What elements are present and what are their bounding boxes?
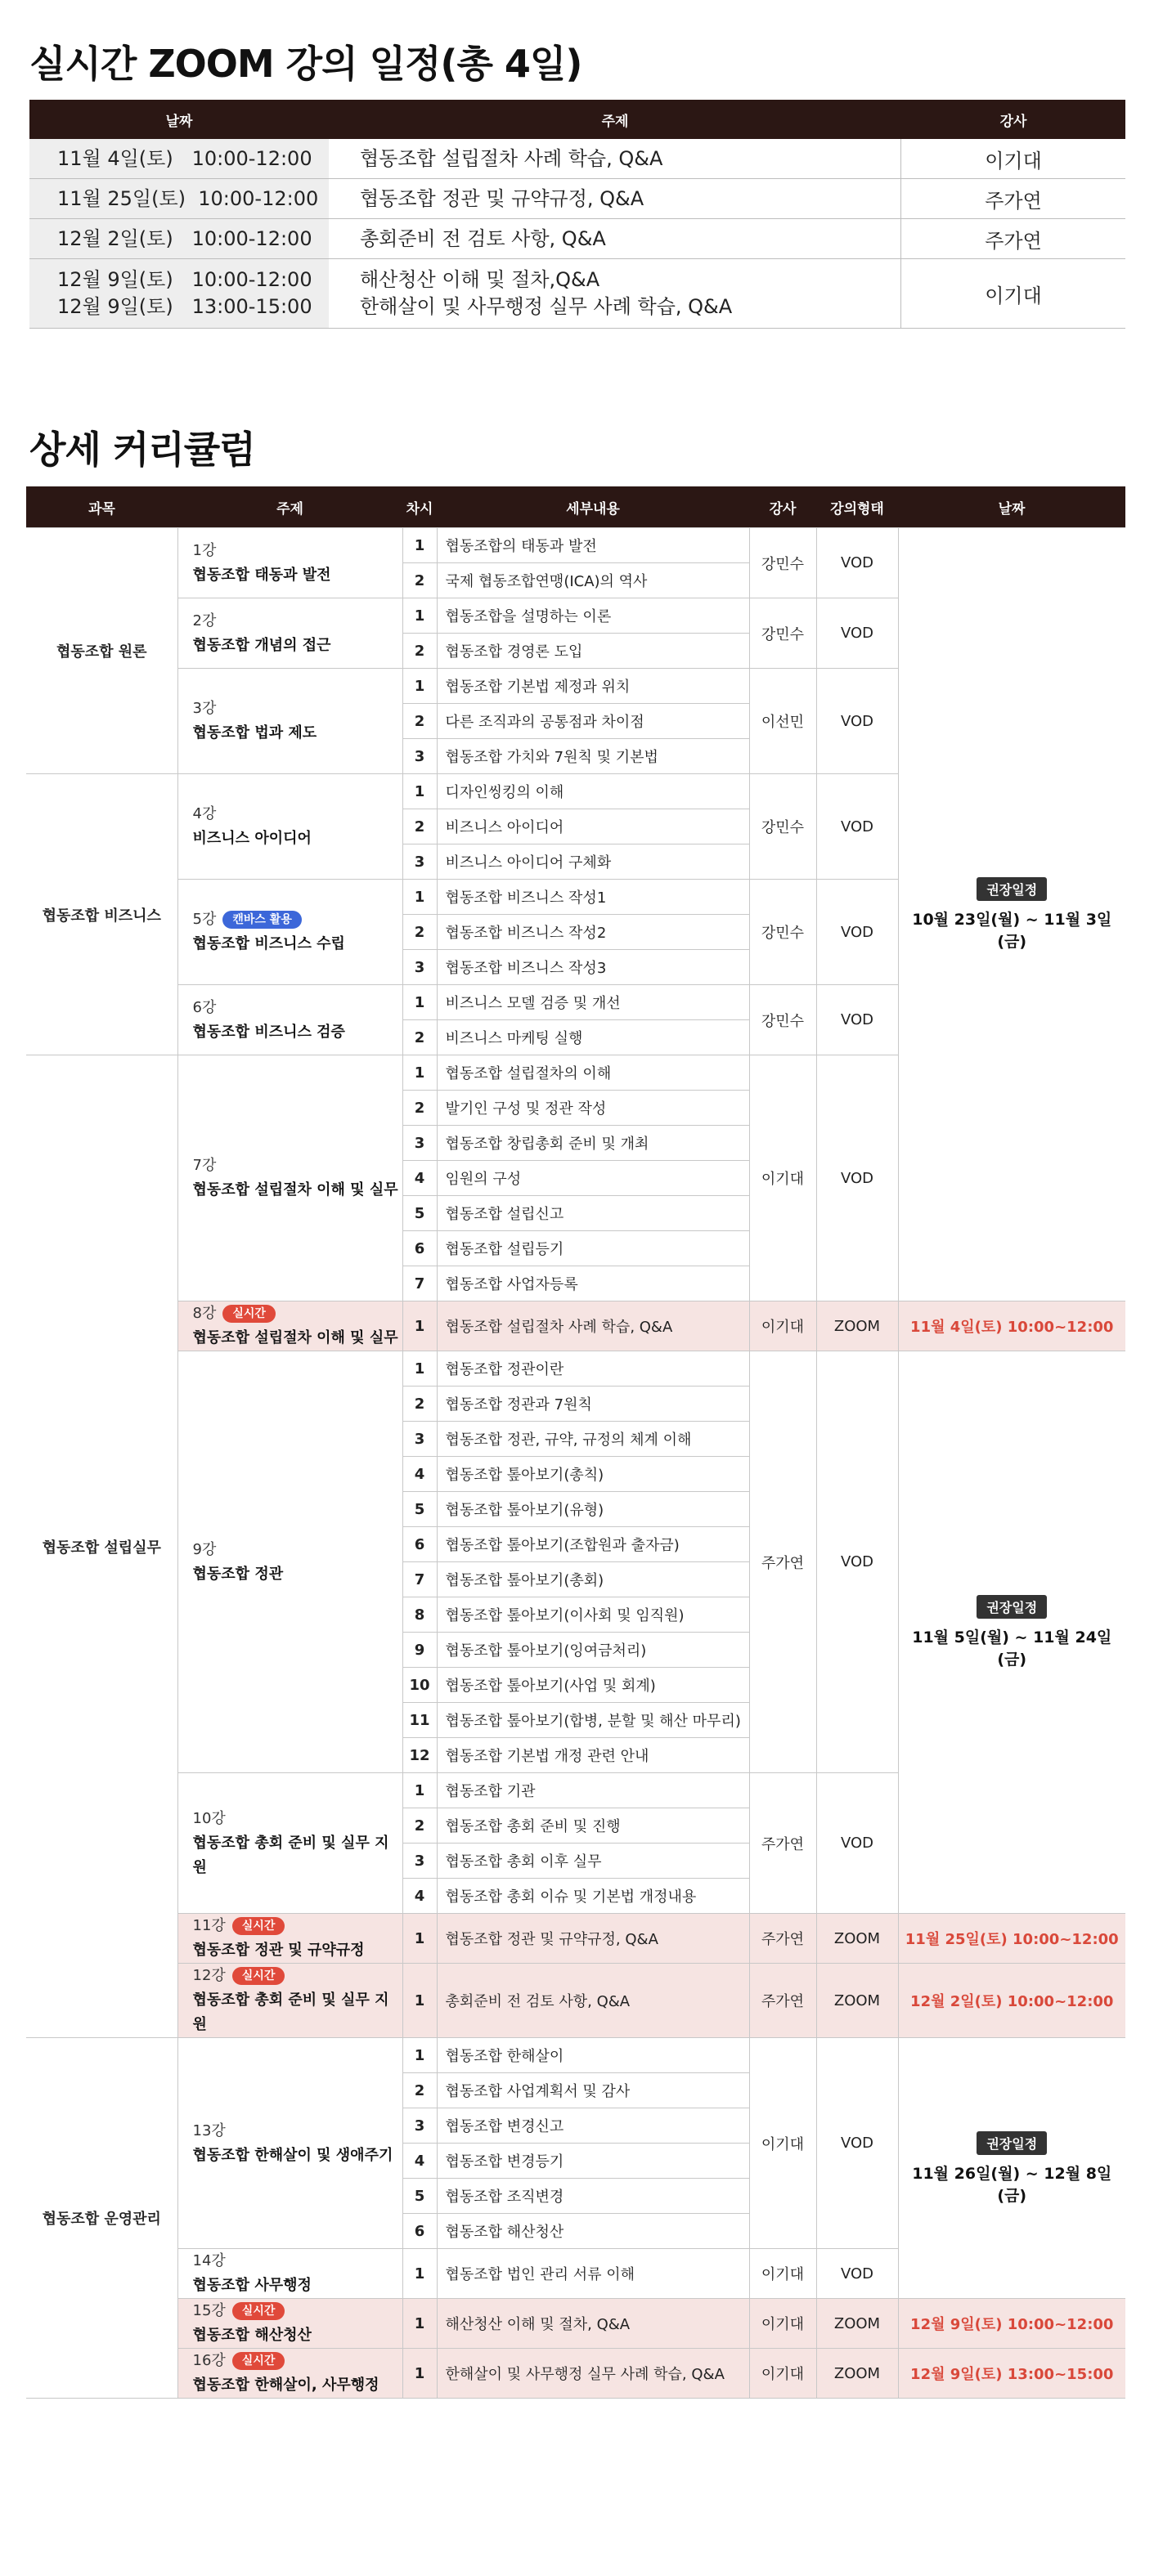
detail-content: 협동조합 변경신고 [437, 2108, 749, 2144]
lecture-type: ZOOM [816, 2349, 898, 2399]
detail-content: 협동조합 한해살이 [437, 2038, 749, 2073]
detail-content: 협동조합 창립총회 준비 및 개최 [437, 1126, 749, 1161]
zoom-schedule-table [29, 100, 1125, 329]
session-number: 4 [402, 2144, 437, 2179]
schedule-topic-line: 해산청산 이해 및 절차,Q&A [360, 268, 600, 291]
lecture-topic [177, 1351, 402, 1773]
lecture-topic [177, 2349, 402, 2399]
lecture-title: 협동조합 설립절차 이해 및 실무 [192, 1329, 398, 1346]
detail-content: 협동조합을 설명하는 이론 [437, 598, 749, 634]
lecture-instructor: 강민수 [749, 598, 816, 669]
lecture-instructor: 이기대 [749, 2038, 816, 2249]
curriculum-row [26, 2349, 1125, 2399]
session-number: 3 [402, 1844, 437, 1879]
lecture-instructor: 이선민 [749, 669, 816, 774]
lecture-type: VOD [816, 985, 898, 1055]
detail-content: 한해살이 및 사무행정 실무 사례 학습, Q&A [437, 2349, 749, 2399]
subject-cell: 협동조합 운영관리 [26, 2038, 177, 2399]
lecture-title: 비즈니스 아이디어 [192, 830, 312, 847]
detail-content: 협동조합 해산청산 [437, 2214, 749, 2249]
lecture-title: 협동조합 설립절차 이해 및 실무 [192, 1181, 398, 1198]
lecture-number: 2강 [192, 612, 217, 629]
detail-content: 협동조합 설립절차의 이해 [437, 1055, 749, 1091]
detail-content: 디자인씽킹의 이해 [437, 774, 749, 809]
detail-content: 임원의 구성 [437, 1161, 749, 1196]
schedule-row [29, 139, 1125, 179]
detail-content: 협동조합 톺아보기(이사회 및 임직원) [437, 1597, 749, 1633]
recommend-badge: 권장일정 [977, 1595, 1047, 1619]
schedule-topic-line: 협동조합 정관 및 규약규정, Q&A [360, 186, 644, 210]
schedule-topic-line: 한해살이 및 사무행정 실무 사례 학습, Q&A [360, 295, 733, 318]
detail-content: 협동조합 톺아보기(총칙) [437, 1457, 749, 1492]
detail-content: 발기인 구성 및 정관 작성 [437, 1091, 749, 1126]
detail-content: 협동조합 조직변경 [437, 2179, 749, 2214]
session-number: 1 [402, 2249, 437, 2299]
lecture-number: 3강 [192, 700, 217, 717]
session-number: 5 [402, 2179, 437, 2214]
detail-content: 협동조합 설립절차 사례 학습, Q&A [437, 1301, 749, 1351]
detail-content: 협동조합 총회 준비 및 진행 [437, 1808, 749, 1844]
curriculum-row [26, 1351, 1125, 1387]
schedule-date [29, 179, 329, 218]
session-number: 2 [402, 1020, 437, 1055]
header-subject: 과목 [26, 486, 177, 528]
header-type: 강의형태 [816, 486, 898, 528]
lecture-type: VOD [816, 1773, 898, 1914]
lecture-number: 12강 [192, 1967, 226, 1984]
recommend-period [899, 1595, 1126, 1669]
live-date-cell [898, 2349, 1125, 2399]
detail-content: 해산청산 이해 및 절차, Q&A [437, 2299, 749, 2349]
session-number: 6 [402, 1231, 437, 1266]
schedule-date-line: 11월 25일(토) 10:00-12:00 [57, 186, 319, 210]
curriculum-title: 상세 커리큘럼 [29, 428, 255, 472]
schedule-date [29, 139, 329, 178]
header-instructor: 강사 [749, 486, 816, 528]
detail-content: 협동조합 톺아보기(총회) [437, 1562, 749, 1597]
lecture-instructor: 강민수 [749, 985, 816, 1055]
detail-content: 협동조합 정관이란 [437, 1351, 749, 1387]
lecture-instructor: 이기대 [749, 2249, 816, 2299]
detail-content: 협동조합 설립등기 [437, 1231, 749, 1266]
live-date: 11월 25일(토) 10:00~12:00 [905, 1931, 1119, 1948]
detail-content: 협동조합 비즈니스 작성1 [437, 880, 749, 915]
session-number: 2 [402, 915, 437, 950]
session-number: 5 [402, 1492, 437, 1527]
detail-content: 협동조합 톺아보기(사업 및 회계) [437, 1668, 749, 1703]
live-badge: 실시간 [232, 1917, 285, 1935]
lecture-topic [177, 1914, 402, 1964]
lecture-number: 5강 [192, 911, 217, 928]
lecture-type: ZOOM [816, 1914, 898, 1964]
lecture-number: 11강 [192, 1917, 226, 1934]
detail-content: 다른 조직과의 공통점과 차이점 [437, 704, 749, 739]
lecture-topic [177, 1964, 402, 2038]
lecture-instructor: 이기대 [749, 2349, 816, 2399]
schedule-instructor: 주가연 [985, 189, 1042, 213]
session-number: 4 [402, 1161, 437, 1196]
session-number: 2 [402, 1091, 437, 1126]
lecture-title: 협동조합 정관 [192, 1565, 284, 1583]
session-number: 1 [402, 1773, 437, 1808]
session-number: 3 [402, 1422, 437, 1457]
lecture-topic [177, 880, 402, 985]
detail-content: 협동조합 톺아보기(조합원과 출자금) [437, 1527, 749, 1562]
lecture-topic [177, 2249, 402, 2299]
session-number: 7 [402, 1562, 437, 1597]
lecture-instructor: 주가연 [749, 1773, 816, 1914]
lecture-title: 협동조합 개념의 접근 [192, 636, 331, 654]
session-number: 1 [402, 528, 437, 563]
live-badge: 실시간 [232, 2302, 285, 2320]
curriculum-row [26, 2299, 1125, 2349]
session-number: 5 [402, 1196, 437, 1231]
schedule-date-line: 12월 9일(토) 10:00-12:00 [57, 268, 312, 291]
schedule-instructor: 주가연 [985, 229, 1042, 253]
live-date: 12월 2일(토) 10:00~12:00 [910, 1993, 1114, 2010]
live-date-cell [898, 1914, 1125, 1964]
lecture-number: 4강 [192, 805, 217, 822]
lecture-title: 협동조합 총회 준비 및 실무 지원 [192, 1834, 389, 1876]
session-number: 1 [402, 2299, 437, 2349]
schedule-instructor: 이기대 [985, 149, 1042, 172]
lecture-topic [177, 1055, 402, 1301]
session-number: 3 [402, 2108, 437, 2144]
session-number: 8 [402, 1597, 437, 1633]
curriculum-row [26, 528, 1125, 563]
session-number: 7 [402, 1266, 437, 1301]
canva-badge: 캔바스 활용 [222, 911, 302, 929]
lecture-type: VOD [816, 774, 898, 880]
lecture-type: VOD [816, 1055, 898, 1301]
detail-content: 비즈니스 아이디어 구체화 [437, 844, 749, 880]
lecture-instructor: 주가연 [749, 1914, 816, 1964]
schedule-date-line: 11월 4일(토) 10:00-12:00 [57, 146, 312, 170]
session-number: 4 [402, 1457, 437, 1492]
detail-content: 협동조합 총회 이슈 및 기본법 개정내용 [437, 1879, 749, 1914]
lecture-instructor: 강민수 [749, 528, 816, 598]
lecture-topic [177, 985, 402, 1055]
session-number: 1 [402, 1301, 437, 1351]
schedule-date [29, 259, 329, 328]
recommend-dates: 10월 23일(월) ~ 11월 3일(금) [912, 911, 1112, 951]
detail-content: 협동조합 설립신고 [437, 1196, 749, 1231]
lecture-number: 13강 [192, 2121, 226, 2139]
detail-content: 협동조합 기본법 제정과 위치 [437, 669, 749, 704]
schedule-topic [329, 219, 901, 258]
lecture-number: 9강 [192, 1540, 217, 1558]
detail-content: 협동조합 정관과 7원칙 [437, 1387, 749, 1422]
lecture-topic [177, 1773, 402, 1914]
live-date: 12월 9일(토) 10:00~12:00 [910, 2316, 1114, 2333]
detail-content: 협동조합 법인 관리 서류 이해 [437, 2249, 749, 2299]
session-number: 1 [402, 669, 437, 704]
session-number: 3 [402, 950, 437, 985]
schedule-topic [329, 139, 901, 178]
session-number: 6 [402, 2214, 437, 2249]
curriculum-row [26, 1914, 1125, 1964]
lecture-title: 협동조합 총회 준비 및 실무 지원 [192, 1991, 389, 2033]
subject-cell: 협동조합 원론 [26, 528, 177, 774]
detail-content: 협동조합 기본법 개정 관련 안내 [437, 1738, 749, 1773]
lecture-topic [177, 2038, 402, 2249]
session-number: 1 [402, 1351, 437, 1387]
lecture-number: 1강 [192, 541, 217, 559]
lecture-number: 14강 [192, 2252, 226, 2269]
detail-content: 협동조합 비즈니스 작성3 [437, 950, 749, 985]
session-number: 1 [402, 598, 437, 634]
lecture-type: VOD [816, 1351, 898, 1773]
recommend-badge: 권장일정 [977, 877, 1047, 901]
session-number: 2 [402, 2073, 437, 2108]
session-number: 11 [402, 1703, 437, 1738]
session-number: 3 [402, 844, 437, 880]
lecture-title: 협동조합 태동과 발전 [192, 566, 331, 584]
lecture-topic [177, 1301, 402, 1351]
session-number: 1 [402, 1055, 437, 1091]
schedule-date-line: 12월 2일(토) 10:00-12:00 [57, 226, 312, 250]
lecture-type: VOD [816, 2038, 898, 2249]
schedule-date-line: 12월 9일(토) 13:00-15:00 [57, 295, 312, 318]
schedule-row [29, 219, 1125, 259]
lecture-title: 협동조합 법과 제도 [192, 724, 317, 741]
subject-cell: 협동조합 비즈니스 [26, 774, 177, 1055]
recommend-dates: 11월 26일(월) ~ 12월 8일(금) [912, 2164, 1112, 2205]
session-number: 2 [402, 1808, 437, 1844]
lecture-topic [177, 669, 402, 774]
curriculum-header-row [26, 486, 1125, 528]
lecture-number: 15강 [192, 2302, 226, 2319]
session-number: 2 [402, 634, 437, 669]
lecture-instructor: 강민수 [749, 774, 816, 880]
recommend-dates: 11월 5일(월) ~ 11월 24일(금) [912, 1628, 1112, 1669]
detail-content: 총회준비 전 검토 사항, Q&A [437, 1964, 749, 2038]
session-number: 10 [402, 1668, 437, 1703]
session-number: 1 [402, 2349, 437, 2399]
session-number: 2 [402, 563, 437, 598]
lecture-type: ZOOM [816, 1301, 898, 1351]
curriculum-row [26, 1964, 1125, 2038]
recommend-period [899, 2131, 1126, 2206]
schedule-title: 실시간 ZOOM 강의 일정(총 4일) [29, 42, 582, 86]
live-date: 12월 9일(토) 13:00~15:00 [910, 2366, 1114, 2383]
header-topic: 주제 [601, 113, 629, 130]
lecture-title: 협동조합 사무행정 [192, 2277, 312, 2294]
curriculum-row [26, 2038, 1125, 2073]
lecture-title: 협동조합 비즈니스 수립 [192, 935, 345, 952]
lecture-type: VOD [816, 2249, 898, 2299]
detail-content: 협동조합 정관, 규약, 규정의 체계 이해 [437, 1422, 749, 1457]
session-number: 2 [402, 1387, 437, 1422]
schedule-instructor: 이기대 [985, 284, 1042, 307]
lecture-title: 협동조합 해산청산 [192, 2327, 312, 2344]
schedule-topic [329, 259, 901, 328]
lecture-title: 협동조합 정관 및 규약규정 [192, 1942, 365, 1959]
lecture-number: 10강 [192, 1809, 226, 1827]
lecture-number: 16강 [192, 2352, 226, 2369]
detail-content: 협동조합 톺아보기(유형) [437, 1492, 749, 1527]
lecture-title: 협동조합 한해살이, 사무행정 [192, 2377, 379, 2394]
live-badge: 실시간 [222, 1305, 276, 1323]
session-number: 4 [402, 1879, 437, 1914]
header-session: 차시 [402, 486, 437, 528]
lecture-type: VOD [816, 880, 898, 985]
schedule-row [29, 179, 1125, 219]
session-number: 3 [402, 739, 437, 774]
lecture-type: ZOOM [816, 1964, 898, 2038]
lecture-type: VOD [816, 669, 898, 774]
lecture-topic [177, 2299, 402, 2349]
detail-content: 비즈니스 모델 검증 및 개선 [437, 985, 749, 1020]
schedule-header-row [29, 100, 1125, 139]
session-number: 2 [402, 704, 437, 739]
session-number: 1 [402, 774, 437, 809]
lecture-topic [177, 598, 402, 669]
recommend-badge: 권장일정 [977, 2131, 1047, 2155]
lecture-instructor: 이기대 [749, 2299, 816, 2349]
lecture-title: 협동조합 비즈니스 검증 [192, 1023, 345, 1041]
lecture-instructor: 이기대 [749, 1301, 816, 1351]
lecture-type: VOD [816, 598, 898, 669]
schedule-date [29, 219, 329, 258]
detail-content: 협동조합 경영론 도입 [437, 634, 749, 669]
live-date-cell [898, 2299, 1125, 2349]
lecture-type: VOD [816, 528, 898, 598]
session-number: 12 [402, 1738, 437, 1773]
session-number: 1 [402, 2038, 437, 2073]
detail-content: 협동조합의 태동과 발전 [437, 528, 749, 563]
curriculum-table [26, 486, 1125, 2399]
live-date-cell [898, 1964, 1125, 2038]
header-detail: 세부내용 [437, 486, 749, 528]
header-date: 날짜 [898, 486, 1125, 528]
detail-content: 협동조합 사업계획서 및 감사 [437, 2073, 749, 2108]
recommend-period-cell [898, 528, 1125, 1301]
schedule-row [29, 259, 1125, 329]
session-number: 1 [402, 880, 437, 915]
detail-content: 협동조합 비즈니스 작성2 [437, 915, 749, 950]
session-number: 9 [402, 1633, 437, 1668]
live-date-cell [898, 1301, 1125, 1351]
lecture-topic [177, 774, 402, 880]
curriculum-row [26, 1301, 1125, 1351]
schedule-topic-line: 총회준비 전 검토 사항, Q&A [360, 226, 606, 250]
lecture-instructor: 이기대 [749, 1055, 816, 1301]
session-number: 3 [402, 1126, 437, 1161]
detail-content: 협동조합 변경등기 [437, 2144, 749, 2179]
lecture-title: 협동조합 한해살이 및 생애주기 [192, 2146, 393, 2164]
detail-content: 국제 협동조합연맹(ICA)의 역사 [437, 563, 749, 598]
lecture-type: ZOOM [816, 2299, 898, 2349]
recommend-period-cell [898, 1351, 1125, 1914]
header-topic: 주제 [177, 486, 402, 528]
session-number: 6 [402, 1527, 437, 1562]
recommend-period [899, 877, 1126, 952]
lecture-topic [177, 528, 402, 598]
detail-content: 비즈니스 아이디어 [437, 809, 749, 844]
detail-content: 비즈니스 마케팅 실행 [437, 1020, 749, 1055]
session-number: 1 [402, 1964, 437, 2038]
session-number: 2 [402, 809, 437, 844]
live-badge: 실시간 [232, 1967, 285, 1985]
schedule-topic-line: 협동조합 설립절차 사례 학습, Q&A [360, 146, 663, 170]
header-date: 날짜 [165, 113, 193, 130]
detail-content: 협동조합 총회 이후 실무 [437, 1844, 749, 1879]
detail-content: 협동조합 사업자등록 [437, 1266, 749, 1301]
subject-cell: 협동조합 설립실무 [26, 1055, 177, 2038]
lecture-number: 8강 [192, 1305, 217, 1322]
lecture-number: 7강 [192, 1157, 217, 1174]
recommend-period-cell [898, 2038, 1125, 2299]
detail-content: 협동조합 톺아보기(잉여금처리) [437, 1633, 749, 1668]
live-badge: 실시간 [232, 2352, 285, 2370]
header-instructor: 강사 [999, 113, 1027, 130]
lecture-number: 6강 [192, 998, 217, 1016]
detail-content: 협동조합 가치와 7원칙 및 기본법 [437, 739, 749, 774]
session-number: 1 [402, 1914, 437, 1964]
detail-content: 협동조합 톺아보기(합병, 분할 및 해산 마무리) [437, 1703, 749, 1738]
live-date: 11월 4일(토) 10:00~12:00 [910, 1319, 1114, 1336]
lecture-instructor: 주가연 [749, 1351, 816, 1773]
schedule-topic [329, 179, 901, 218]
detail-content: 협동조합 정관 및 규약규정, Q&A [437, 1914, 749, 1964]
lecture-instructor: 강민수 [749, 880, 816, 985]
detail-content: 협동조합 기관 [437, 1773, 749, 1808]
session-number: 1 [402, 985, 437, 1020]
lecture-instructor: 주가연 [749, 1964, 816, 2038]
